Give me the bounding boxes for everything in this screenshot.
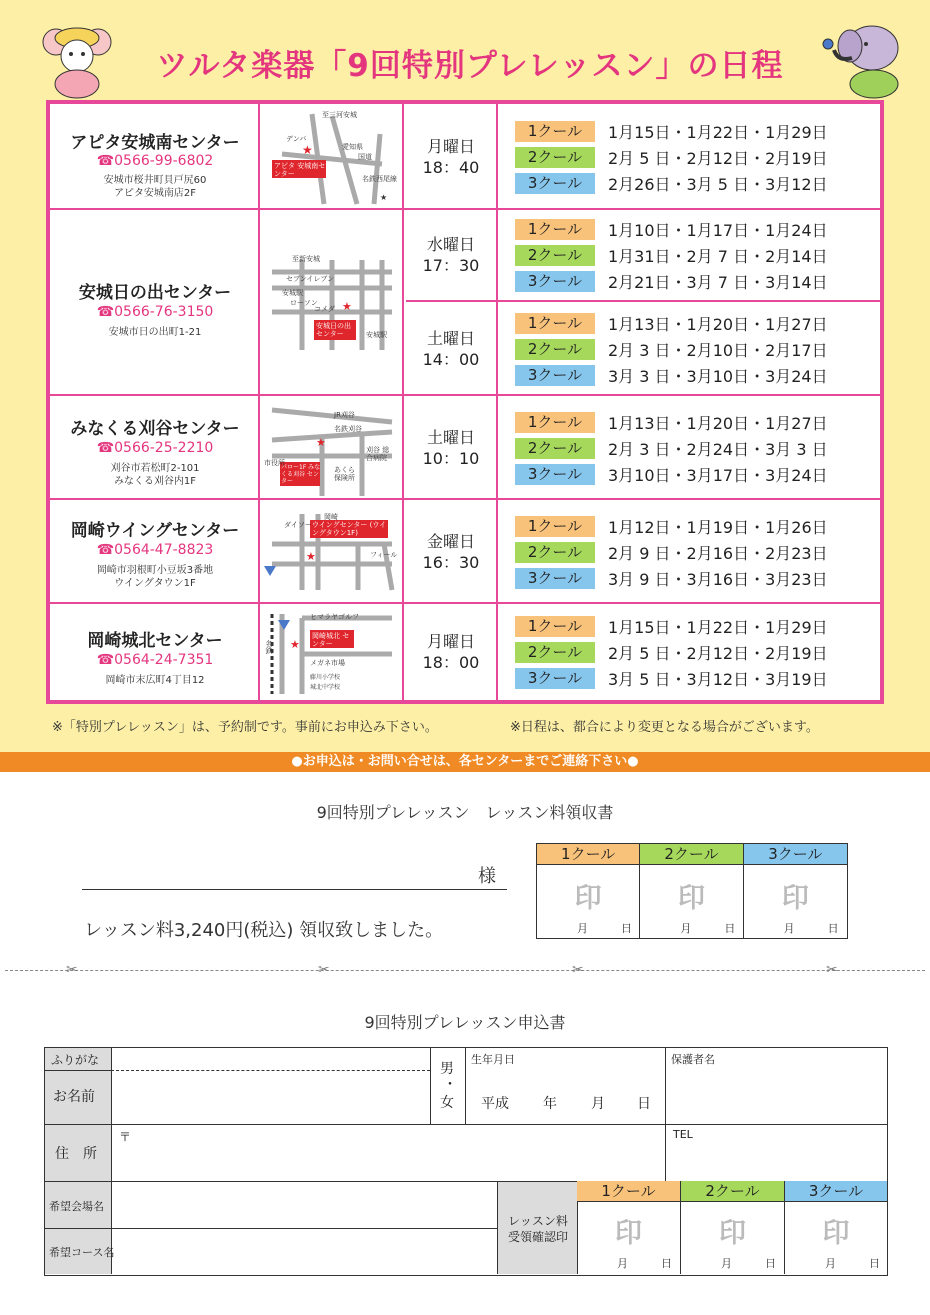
- stamp-cell[interactable]: 2クール 印 月 日: [681, 1181, 785, 1274]
- seal-mark: 印: [822, 1218, 850, 1249]
- furigana-label: ふりがな: [51, 1053, 100, 1067]
- course-row: [500, 615, 880, 637]
- scissors-icon: ✂: [572, 962, 584, 978]
- center-address: 安城市日の出町1-21: [108, 327, 202, 338]
- name-label: お名前: [53, 1089, 95, 1105]
- course-label: 希望コース名: [49, 1246, 115, 1259]
- fee-confirm-label: 受領確認印: [507, 1230, 568, 1244]
- course-row: [500, 541, 880, 563]
- map-label: 安城日の出 センター: [316, 322, 351, 338]
- fee-statement: レッスン料3,240円(税込) 領収致しました。: [84, 920, 444, 941]
- seal-mark: 印: [719, 1218, 746, 1249]
- map-label: 名鉄西尾線: [362, 175, 397, 183]
- course-row: [500, 411, 880, 433]
- course-row: [500, 244, 880, 266]
- course-dates: 3月 5 日・3月12日・3月19日: [608, 669, 828, 689]
- map-label: 岡崎: [324, 513, 338, 521]
- course-badge: 1クール: [515, 219, 595, 240]
- course-row: [500, 437, 880, 459]
- seal-mark: 印: [615, 1218, 642, 1249]
- map-label: コメダ: [314, 305, 335, 313]
- course-row: [500, 120, 880, 142]
- map-label: 至三河安城: [322, 111, 357, 119]
- center-address: ウイングタウン1F: [114, 578, 196, 589]
- map-label: あくら 保険所: [334, 466, 355, 482]
- course-badge: 3クール: [515, 365, 595, 386]
- course-badge: 1クール: [515, 412, 595, 433]
- access-map: [262, 500, 404, 602]
- access-map: [262, 104, 404, 208]
- course-dates: 2月 3 日・2月10日・2月17日: [608, 340, 828, 360]
- seal-mark: 印: [677, 883, 705, 914]
- map-label: 国道: [358, 153, 372, 161]
- postal-mark: 〒: [119, 1130, 132, 1144]
- course-row: [500, 567, 880, 589]
- application-title: 9回特別プレレッスン申込書: [364, 1013, 566, 1032]
- gender-female[interactable]: 女: [440, 1095, 454, 1111]
- course-dates: 3月10日・3月17日・3月24日: [608, 465, 828, 485]
- map-label: 安城駅: [366, 331, 387, 339]
- svg-text:★: ★: [302, 143, 313, 157]
- course-row: [500, 364, 880, 386]
- center-row: [50, 210, 880, 396]
- access-map: [262, 604, 404, 700]
- course-badge: 3クール: [515, 271, 595, 292]
- map-label: JR刈谷: [334, 411, 355, 419]
- course-badge: 2クール: [515, 642, 595, 663]
- course-badge: 3クール: [515, 568, 595, 589]
- course-row: [500, 146, 880, 168]
- recipient-name-line[interactable]: [82, 889, 507, 890]
- center-row: [50, 396, 880, 500]
- course-dates: 2月 5 日・2月12日・2月19日: [608, 148, 828, 168]
- lesson-day: 金曜日 16：30: [406, 500, 498, 604]
- name-input[interactable]: [115, 1074, 427, 1120]
- map-label: フィール: [370, 551, 398, 559]
- map-label: 藤川小学校: [310, 674, 341, 681]
- course-dates: 1月15日・1月22日・1月29日: [608, 617, 828, 637]
- center-row: [50, 500, 880, 604]
- course-input[interactable]: [115, 1232, 493, 1272]
- tel-input[interactable]: [671, 1144, 883, 1178]
- course-dates: 3月 3 日・3月10日・3月24日: [608, 366, 828, 386]
- lesson-day: 土曜日 14：00: [406, 302, 498, 396]
- course-row: [500, 312, 880, 334]
- map-label: パロー1F みなくる刈谷 センター: [281, 464, 321, 485]
- course-row: [500, 515, 880, 537]
- access-map: [262, 210, 404, 394]
- tel-label: TEL: [673, 1128, 693, 1141]
- course-badge: 1クール: [515, 616, 595, 637]
- guardian-input[interactable]: [671, 1066, 883, 1120]
- map-label: 岡崎城北 センター: [312, 632, 350, 648]
- course-dates: 2月 9 日・2月16日・2月23日: [608, 543, 828, 563]
- center-row: [50, 104, 880, 210]
- application-stamp-table: [577, 1181, 887, 1274]
- schedule-table: [46, 100, 884, 704]
- course-dates: 1月31日・2月 7 日・2月14日: [608, 246, 828, 266]
- map-label: 安城駅: [282, 289, 303, 297]
- svg-text:★: ★: [306, 550, 316, 563]
- course-badge: 2クール: [515, 438, 595, 459]
- center-tel: ☎0566-99-6802: [96, 153, 214, 169]
- lesson-day: 月曜日 18：40: [406, 104, 498, 210]
- course-row: [500, 463, 880, 485]
- center-tel: ☎0564-24-7351: [96, 652, 214, 668]
- center-name: 安城日の出センター: [78, 283, 232, 303]
- application-form: ふりがな お名前 男 ・ 女 生年月日 平成 年 月 日 保護者名 住 所 〒 TEL 希望会場名 希望コース名 レッスン料 受領確認印 1クール 印 月 日 2クール 印 月 日 3クール 印 月 日: [44, 1047, 888, 1276]
- lesson-day: 土曜日 10：10: [406, 396, 498, 500]
- guardian-label: 保護者名: [671, 1053, 715, 1066]
- map-label: 至新安城: [292, 255, 320, 263]
- map-label: 名鉄刈谷: [334, 425, 362, 433]
- seal-mark: 印: [574, 883, 602, 914]
- receipt-title: 9回特別プレレッスン レッスン料領収書: [316, 803, 614, 822]
- map-label: アピタ 安城南センター: [274, 162, 326, 178]
- stamp-cell[interactable]: 2クール 印 月 日: [640, 844, 743, 938]
- svg-text:★: ★: [380, 193, 388, 202]
- map-label: セブンイレブン: [286, 275, 335, 283]
- course-row: [500, 218, 880, 240]
- receipt-stamp-table: [536, 843, 848, 939]
- course-row: [500, 172, 880, 194]
- venue-input[interactable]: [115, 1185, 493, 1225]
- fee-confirm-label: レッスン料: [508, 1214, 568, 1228]
- course-dates: 2月26日・3月 5 日・3月12日: [608, 174, 828, 194]
- lesson-day: 水曜日 17：30: [406, 210, 498, 300]
- recipient-honorific: 様: [478, 866, 496, 887]
- schedule-change-note: ※日程は、都合により変更となる場合がございます。: [510, 720, 819, 735]
- course-badge: 2クール: [515, 542, 595, 563]
- map-label: 城北中学校: [310, 684, 341, 691]
- map-label: 刈谷 総合病院: [366, 446, 390, 462]
- map-label: メガネ市場: [310, 659, 345, 667]
- stamp-cell[interactable]: 3クール 印 月 日: [744, 844, 847, 938]
- course-dates: 1月13日・1月20日・1月27日: [608, 413, 828, 433]
- gender-male[interactable]: 男: [440, 1061, 454, 1077]
- page-title: ツルタ楽器「9回特別プレレッスン」の日程: [156, 48, 784, 84]
- course-badge: 3クール: [515, 464, 595, 485]
- course-badge: 3クール: [515, 668, 595, 689]
- center-address: みなくる刈谷内1F: [113, 476, 197, 487]
- course-badge: 1クール: [515, 313, 595, 334]
- course-dates: 1月15日・1月22日・1月29日: [608, 122, 828, 142]
- map-label: 愛知県: [342, 143, 363, 151]
- course-row: [500, 667, 880, 689]
- map-label: デンバ: [286, 135, 307, 143]
- center-address: 刈谷市若松町2-101: [110, 463, 200, 474]
- scissors-icon: ✂: [318, 962, 330, 978]
- venue-label: 希望会場名: [49, 1200, 104, 1213]
- map-roads-icon: [262, 210, 404, 394]
- svg-text:★: ★: [342, 300, 352, 313]
- gender-separator: ・: [443, 1077, 457, 1093]
- center-address: アピタ安城南店2F: [113, 188, 197, 199]
- stamp-cell[interactable]: 1クール 印 月 日: [537, 844, 640, 938]
- course-dates: 2月 5 日・2月12日・2月19日: [608, 643, 828, 663]
- center-address: 岡崎市羽根町小豆坂3番地: [96, 565, 214, 576]
- stamp-cell[interactable]: 1クール 印 月 日: [577, 1181, 681, 1274]
- reservation-note: ※「特別プレレッスン」は、予約制です。事前にお申込み下さい。: [52, 720, 438, 735]
- access-map: [262, 396, 404, 498]
- stamp-cell[interactable]: 3クール 印 月 日: [785, 1181, 887, 1274]
- course-dates: 2月21日・3月 7 日・3月14日: [608, 272, 828, 292]
- scissors-icon: ✂: [66, 962, 78, 978]
- center-name: 岡崎ウイングセンター: [70, 521, 240, 541]
- course-row: [500, 641, 880, 663]
- contact-banner: ●お申込は・お問い合せは、各センターまでご連絡下さい●: [0, 752, 930, 772]
- course-badge: 2クール: [515, 147, 595, 168]
- center-name: みなくる刈谷センター: [70, 419, 240, 439]
- address-label: 住 所: [55, 1146, 97, 1162]
- course-dates: 3月 9 日・3月16日・3月23日: [608, 569, 828, 589]
- course-dates: 1月12日・1月19日・1月26日: [608, 517, 828, 537]
- furigana-input[interactable]: [115, 1050, 427, 1068]
- cut-line: [5, 970, 925, 971]
- center-row: [50, 604, 880, 700]
- lesson-day: 月曜日 18：00: [406, 604, 498, 700]
- birth-era: 平成: [481, 1096, 509, 1112]
- center-address: 安城市桜井町貝戸尻60: [103, 175, 207, 186]
- map-label: ヒマラヤゴルフ: [310, 613, 359, 621]
- map-label: 名鉄: [265, 640, 273, 654]
- map-label: ウイングセンター (ウイングタウン1F): [312, 521, 387, 537]
- course-dates: 1月10日・1月17日・1月24日: [608, 220, 828, 240]
- seal-mark: 印: [781, 883, 809, 914]
- scissors-icon: ✂: [826, 962, 838, 978]
- course-badge: 2クール: [515, 339, 595, 360]
- course-dates: 1月13日・1月20日・1月27日: [608, 314, 828, 334]
- center-name: アピタ安城南センター: [70, 133, 240, 153]
- course-row: [500, 270, 880, 292]
- course-badge: 2クール: [515, 245, 595, 266]
- svg-text:★: ★: [290, 638, 300, 651]
- center-tel: ☎0564-47-8823: [96, 542, 214, 558]
- course-dates: 2月 3 日・2月24日・3月 3 日: [608, 439, 828, 459]
- center-address: 岡崎市末広町4丁目12: [105, 675, 205, 686]
- svg-text:★: ★: [316, 436, 326, 449]
- center-tel: ☎0566-76-3150: [96, 304, 214, 320]
- course-badge: 1クール: [515, 121, 595, 142]
- course-badge: 3クール: [515, 173, 595, 194]
- elephant-mascot-icon: [818, 18, 910, 102]
- map-label: ダイソー: [284, 521, 312, 529]
- course-badge: 1クール: [515, 516, 595, 537]
- mouse-mascot-icon: [42, 20, 112, 100]
- map-label: ローソン: [290, 299, 318, 307]
- address-input[interactable]: [115, 1144, 660, 1178]
- center-tel: ☎0566-25-2210: [96, 440, 214, 456]
- birthdate-label: 生年月日: [471, 1053, 515, 1066]
- map-label: 市役所: [264, 459, 285, 467]
- center-name: 岡崎城北センター: [87, 631, 223, 651]
- course-row: [500, 338, 880, 360]
